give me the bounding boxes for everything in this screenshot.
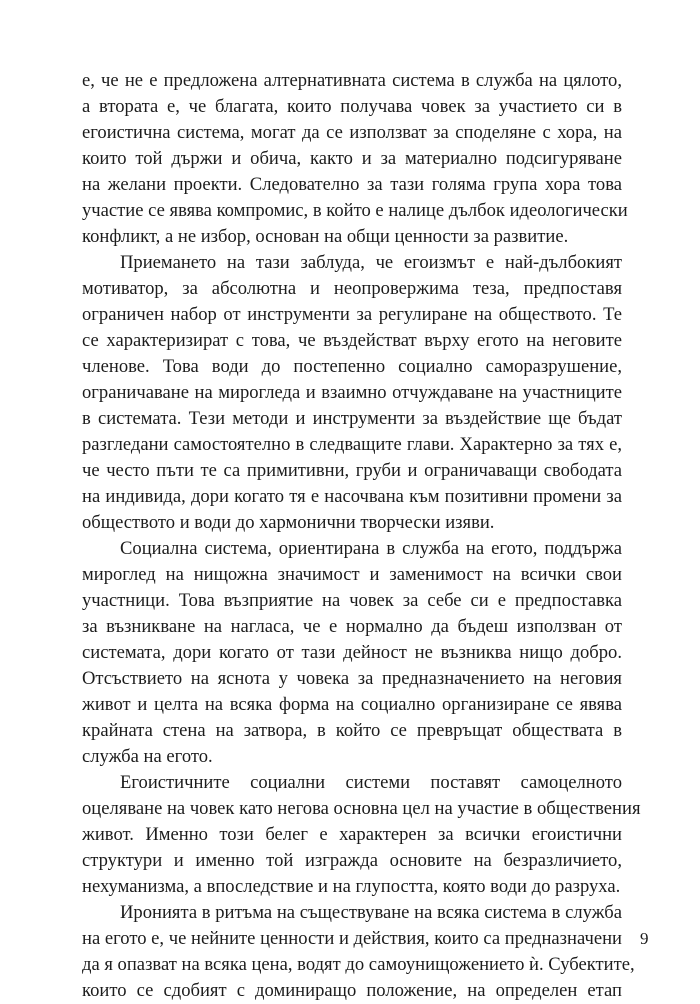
text-line: мироглед на нищожна значимост и заменимост на всички свои — [82, 564, 622, 585]
text-line: на индивида, дори когато тя е насочвана към позитивни промени за — [82, 486, 622, 507]
text-line: системата, дори когато от тази дейност не възниква нищо добро. — [82, 642, 622, 663]
paragraph-5 — [82, 900, 635, 1004]
text-line: в системата. Тези методи и инструменти за въздействие ще бъдат — [82, 408, 622, 429]
text-line: че често пъти те са примитивни, груби и ограничаващи свободата — [82, 460, 622, 481]
paragraph-4 — [82, 770, 641, 900]
text-line: членове. Това води до постепенно социално саморазрушение, — [82, 356, 622, 377]
text-line: Приемането на тази заблуда, че егоизмът е най-дълбокият — [120, 252, 622, 273]
text-line: служба на егото. — [82, 746, 213, 767]
text-line: се характеризират с това, че въздействат върху егото на неговите — [82, 330, 622, 351]
text-line: които той държи и обича, както и за материално подсигуряване — [82, 148, 622, 169]
text-line: оцеляване на човек като негова основна цел на участие в обществения — [82, 798, 641, 819]
text-line: е, че не е предложена алтернативната система в служба на цялото, — [82, 70, 622, 91]
page-number: 9 — [640, 929, 649, 948]
text-line: Социална система, ориентирана в служба на егото, поддържа — [120, 538, 622, 559]
text-line: участие се явява компромис, в който е налице дълбок идеологически — [82, 200, 628, 221]
text-line: живот и целта на всяка форма на социално организиране се явява — [82, 694, 622, 715]
text-line: ограничаване на мирогледа и взаимно отчуждаване на участниците — [82, 382, 622, 403]
text-line: конфликт, а не избор, основан на общи ценности за развитие. — [82, 226, 569, 247]
text-line: мотиватор, за абсолютна и неопровержима теза, предпоставя — [82, 278, 622, 299]
text-line: живот. Именно този белег е характерен за всички егоистични — [82, 824, 622, 845]
text-line: участници. Това възприятие на човек за себе си е предпоставка — [82, 590, 622, 611]
text-line: Егоистичните социални системи поставят самоцелното — [120, 772, 622, 793]
paragraph-3 — [82, 536, 622, 770]
text-line: структури и именно той изгражда основите на безразличието, — [82, 850, 622, 871]
text-line: на егото е, че нейните ценности и действия, които са предназначени — [82, 928, 622, 949]
text-line: за възникване на нагласа, че е нормално да бъдеш използван от — [82, 616, 622, 637]
text-line: Отсъствието на яснота у човека за предназначението на неговия — [82, 668, 622, 689]
paragraph-1 — [82, 68, 628, 250]
text-line: разгледани самостоятелно в следващите глави. Характерно за тях е, — [82, 434, 622, 455]
text-line: да я опазват на всяка цена, водят до самоунищожението ѝ. Субектите, — [82, 954, 635, 975]
page-text — [82, 68, 641, 1004]
text-line: обществото и води до хармонични творчески изяви. — [82, 512, 495, 533]
text-line: нехуманизма, а впоследствие и на глупостта, която води до разруха. — [82, 876, 621, 897]
text-line: крайната стена на затвора, в който се превръщат обществата в — [82, 720, 622, 741]
text-line: ограничен набор от инструменти за регулиране на обществото. Те — [82, 304, 622, 325]
text-line: Иронията в ритъма на съществуване на всяка система в служба — [120, 902, 622, 923]
text-line: които се сдобият с доминиращо положение, на определен етап — [82, 980, 622, 1001]
text-line: на желани проекти. Следователно за тази голяма група хора това — [82, 174, 622, 195]
paragraph-2 — [82, 250, 622, 536]
text-line: егоистична система, могат да се използват за споделяне с хора, на — [82, 122, 622, 143]
text-line: а втората е, че благата, които получава човек за участието си в — [82, 96, 622, 117]
